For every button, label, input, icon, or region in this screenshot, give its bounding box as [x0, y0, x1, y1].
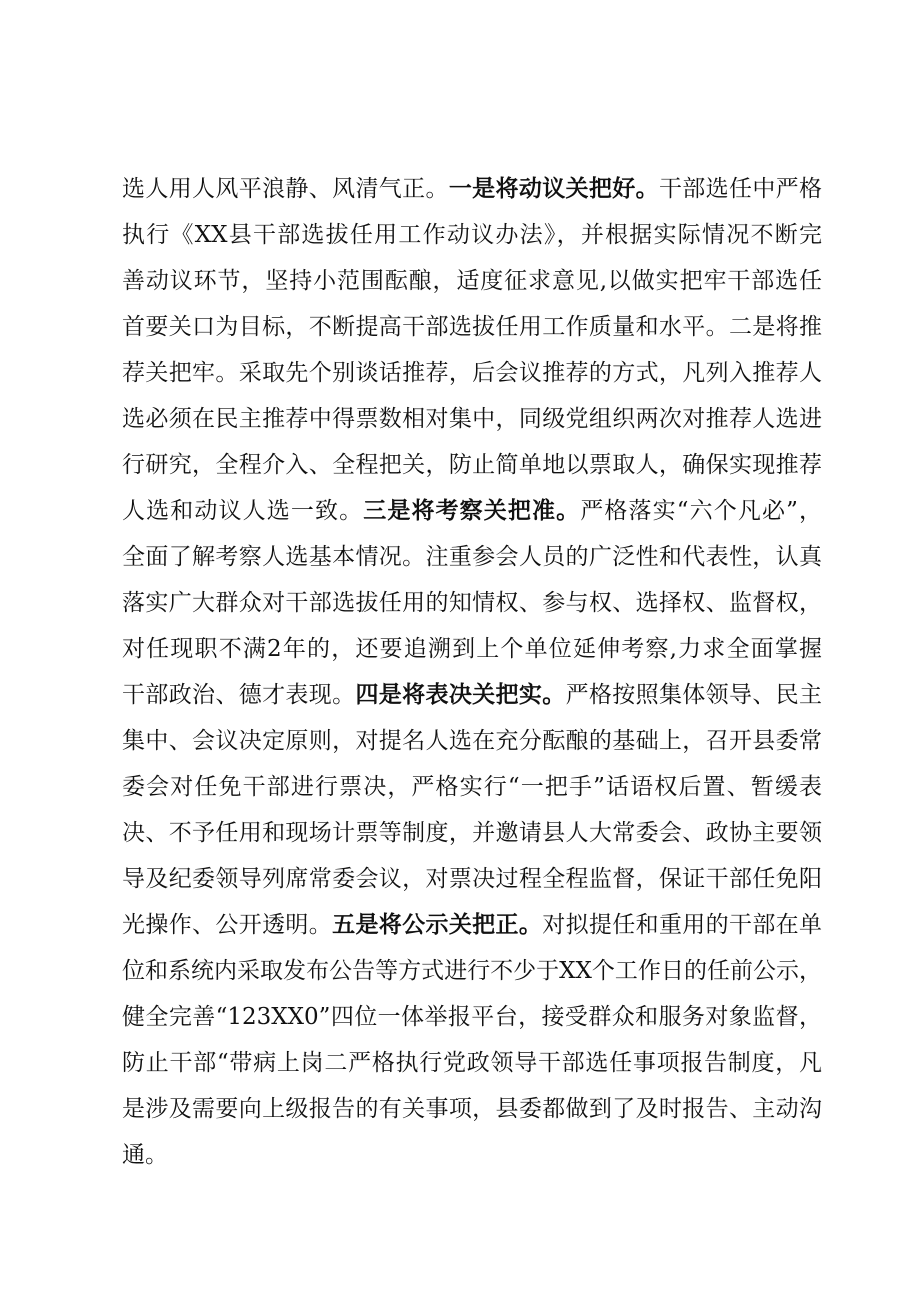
text-segment: 选人用人风平浪静、风清气正。	[122, 176, 449, 202]
text-line	[122, 948, 822, 994]
text-segment: 干部选任中严格	[658, 176, 823, 202]
text-line	[122, 488, 822, 534]
text-segment: 对拟提任和重用的干部在单	[542, 912, 823, 938]
text-segment: 人选和动议人选一致。	[122, 498, 364, 524]
text-segment: 行研究，全程介入、全程把关，防止简单地以票取人，确保实现推荐	[122, 452, 822, 478]
text-line	[122, 1132, 822, 1178]
text-line	[122, 212, 822, 258]
text-segment: 荐关把牢。采取先个别谈话推荐，后会议推荐的方式，凡列入推荐人	[122, 360, 822, 386]
text-segment: 位和系统内采取发布公告等方式进行不少于XX个工作日的任前公示，	[122, 958, 822, 984]
text-segment: 善动议环节，坚持小范围酝酿，适度征求意见,以做实把牢干部选任	[122, 268, 822, 294]
text-line	[122, 856, 822, 902]
text-line	[122, 672, 822, 718]
text-segment: 集中、会议决定原则，对提名人选在充分酝酿的基础上，召开县委常	[122, 728, 822, 754]
text-line	[122, 810, 822, 856]
text-line	[122, 1040, 822, 1086]
text-segment: 导及纪委领导列席常委会议，对票决过程全程监督，保证干部任免阳	[122, 866, 822, 892]
text-line	[122, 718, 822, 764]
text-line	[122, 442, 822, 488]
text-segment: 光操作、公开透明。	[122, 912, 333, 938]
bold-heading-phrase: 五是将公示关把正。	[332, 912, 543, 938]
text-segment: 通。	[122, 1142, 168, 1168]
text-segment: 干部政治、德才表现。	[122, 682, 356, 708]
text-line	[122, 258, 822, 304]
text-line	[122, 1086, 822, 1132]
text-line	[122, 994, 822, 1040]
text-segment: 选必须在民主推荐中得票数相对集中，同级党组织两次对推荐人选进	[122, 406, 822, 432]
text-line	[122, 304, 822, 350]
bold-heading-phrase: 三是将考察关把准。	[363, 498, 581, 524]
bold-heading-phrase: 四是将表决关把实。	[355, 682, 566, 708]
body-paragraph	[122, 166, 822, 1178]
text-line	[122, 534, 822, 580]
text-line	[122, 166, 822, 212]
text-segment: 决、不予任用和现场计票等制度，并邀请县人大常委会、政协主要领	[122, 820, 822, 846]
text-segment: 对任现职不满2年的，还要追溯到上个单位延伸考察,力求全面掌握	[122, 636, 822, 662]
text-segment: 是涉及需要向上级报告的有关事项，县委都做到了及时报告、主动沟	[122, 1096, 822, 1122]
text-segment: 执行《XX县干部选拔任用工作动议办法》，并根据实际情况不断完	[122, 222, 822, 248]
text-line	[122, 396, 822, 442]
text-segment: 健全完善“123XX0”四位一体举报平台，接受群众和服务对象监督，	[122, 1004, 822, 1030]
text-line	[122, 580, 822, 626]
text-segment: 委会对任免干部进行票决，严格实行“一把手”话语权后置、暂缓表	[122, 774, 822, 800]
text-line	[122, 350, 822, 396]
text-segment: 首要关口为目标，不断提高干部选拔任用工作质量和水平。二是将推	[122, 314, 822, 340]
text-line	[122, 626, 822, 672]
text-segment: 严格按照集体领导、民主	[565, 682, 823, 708]
text-segment: 严格落实“六个凡必”，	[580, 498, 822, 524]
text-segment: 全面了解考察人选基本情况。注重参会人员的广泛性和代表性，认真	[122, 544, 822, 570]
text-segment: 落实广大群众对干部选拔任用的知情权、参与权、选择权、监督权，	[122, 590, 822, 616]
text-segment: 防止干部“带病上岗二严格执行党政领导干部选任事项报告制度，凡	[122, 1050, 822, 1076]
text-line	[122, 764, 822, 810]
bold-heading-phrase: 一是将动议关把好。	[448, 176, 659, 202]
text-line	[122, 902, 822, 948]
